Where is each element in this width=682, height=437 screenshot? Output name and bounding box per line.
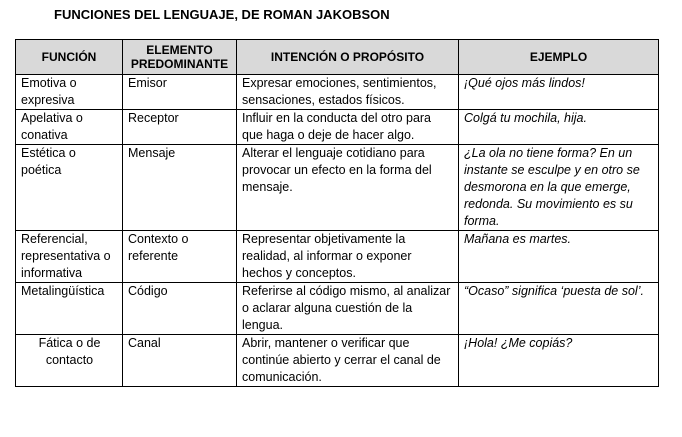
cell-elemento: Receptor bbox=[123, 110, 237, 145]
cell-elemento: Contexto o referente bbox=[123, 231, 237, 283]
cell-elemento: Mensaje bbox=[123, 145, 237, 231]
table-row bbox=[16, 110, 659, 145]
header-funcion: FUNCIÓN bbox=[16, 40, 123, 75]
header-elemento-line2: PREDOMINANTE bbox=[130, 57, 229, 71]
table-row bbox=[16, 335, 659, 387]
header-elemento-line1: ELEMENTO bbox=[146, 43, 213, 57]
table-row bbox=[16, 75, 659, 110]
cell-intencion: Referirse al código mismo, al analizar o aclarar alguna cuestión de la lengua. bbox=[237, 283, 459, 335]
cell-ejemplo: Mañana es martes. bbox=[459, 231, 659, 283]
cell-elemento: Código bbox=[123, 283, 237, 335]
cell-intencion: Influir en la conducta del otro para que haga o deje de hacer algo. bbox=[237, 110, 459, 145]
cell-ejemplo: ¡Qué ojos más lindos! bbox=[459, 75, 659, 110]
header-ejemplo: EJEMPLO bbox=[459, 40, 659, 75]
cell-funcion: Referencial, representativa o informativa bbox=[16, 231, 123, 283]
cell-ejemplo: ¡Hola! ¿Me copiás? bbox=[459, 335, 659, 387]
document-title: FUNCIONES DEL LENGUAJE, DE ROMAN JAKOBSON bbox=[54, 7, 390, 22]
cell-ejemplo: “Ocaso” significa ‘puesta de sol’. bbox=[459, 283, 659, 335]
header-intencion: INTENCIÓN O PROPÓSITO bbox=[237, 40, 459, 75]
language-functions-table bbox=[15, 39, 659, 387]
cell-ejemplo: ¿La ola no tiene forma? En un instante se esculpe y en otro se desmorona en la que emerge, redonda. Su movimiento es su forma. bbox=[459, 145, 659, 231]
cell-funcion: Estética o poética bbox=[16, 145, 123, 231]
cell-elemento: Emisor bbox=[123, 75, 237, 110]
cell-funcion: Emotiva o expresiva bbox=[16, 75, 123, 110]
cell-intencion: Expresar emociones, sentimientos, sensaciones, estados físicos. bbox=[237, 75, 459, 110]
table-row bbox=[16, 145, 659, 231]
cell-funcion: Metalingüística bbox=[16, 283, 123, 335]
table-header-row bbox=[16, 40, 659, 75]
cell-intencion: Representar objetivamente la realidad, al informar o exponer hechos y conceptos. bbox=[237, 231, 459, 283]
cell-ejemplo: Colgá tu mochila, hija. bbox=[459, 110, 659, 145]
cell-intencion: Alterar el lenguaje cotidiano para provocar un efecto en la forma del mensaje. bbox=[237, 145, 459, 231]
cell-intencion: Abrir, mantener o verificar que continúe abierto y cerrar el canal de comunicación. bbox=[237, 335, 459, 387]
cell-funcion: Apelativa o conativa bbox=[16, 110, 123, 145]
table-row bbox=[16, 231, 659, 283]
cell-funcion: Fática o de contacto bbox=[16, 335, 123, 387]
cell-elemento: Canal bbox=[123, 335, 237, 387]
header-elemento bbox=[123, 40, 237, 75]
table-row bbox=[16, 283, 659, 335]
